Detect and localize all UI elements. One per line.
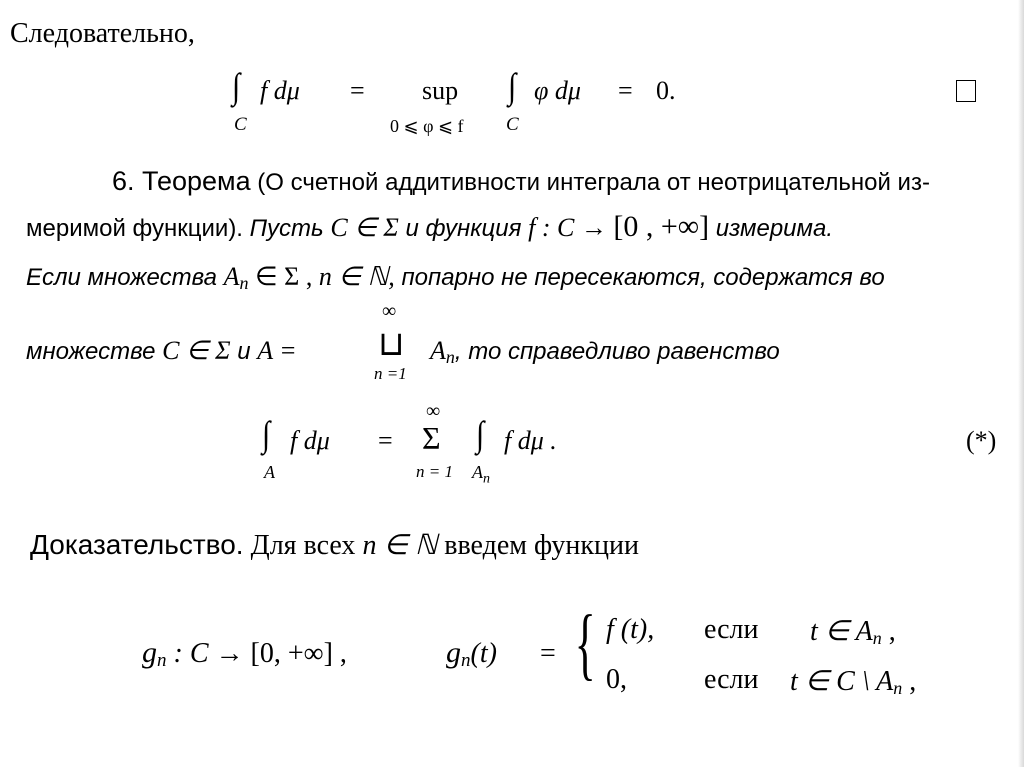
integrand: φ dμ	[534, 76, 581, 105]
theorem-text: и функция	[398, 215, 529, 242]
proof-line	[30, 528, 639, 562]
math-expr: : C →	[166, 638, 251, 669]
case-1-value: f (t),	[606, 614, 655, 645]
union-lower-limit: n =1	[374, 364, 407, 383]
math-interval: [0 , +∞]	[613, 210, 710, 243]
math-expr: A	[430, 336, 446, 365]
proof-text: введем функции	[437, 530, 639, 561]
integrand: f dμ	[260, 76, 300, 105]
proof-title: Доказательство.	[30, 529, 244, 560]
slide-edge-shadow	[1018, 0, 1024, 767]
equals-sign: =	[378, 426, 393, 455]
theorem-line-3	[26, 262, 885, 294]
integral-subscript: C	[234, 114, 247, 135]
integrand: f dμ .	[504, 426, 557, 455]
math-expr: (t)	[470, 638, 497, 669]
disjoint-union-symbol: ⊔	[378, 326, 405, 363]
theorem-text: попарно не пересекаются, содержатся во	[394, 264, 885, 291]
theorem-line-4	[26, 336, 297, 366]
math-expr: A	[223, 262, 240, 291]
g-function	[446, 636, 497, 672]
math-interval: [0, +∞] ,	[250, 638, 347, 669]
integral-sign: ∫	[476, 414, 485, 455]
union-upper-limit: ∞	[382, 300, 397, 322]
math-subscript: n	[445, 347, 455, 368]
theorem-text: , то справедливо равенство	[454, 338, 780, 365]
math-expr: g	[446, 636, 461, 669]
case-1-word: если	[704, 614, 759, 645]
integral-subscript: $A_n$	[472, 462, 490, 487]
integral-subscript: A	[264, 462, 275, 482]
sum-symbol: Σ	[422, 420, 441, 456]
theorem-text: множестве	[26, 338, 163, 365]
math-expr: n ∈ ℕ	[362, 530, 438, 561]
math-expr: A =	[257, 336, 297, 365]
equation-tag: (*)	[966, 426, 997, 455]
math-expr: f : C →	[528, 213, 614, 242]
sum-upper-limit: ∞	[426, 400, 441, 422]
theorem-paren-title-end: меримой функции).	[26, 215, 243, 242]
case-1-condition: t ∈ $A_n$ ,	[810, 616, 896, 649]
proof-text: Для всех	[243, 530, 363, 561]
integral-subscript: C	[506, 114, 519, 135]
case-2-condition: t ∈ C \ $A_n$ ,	[790, 666, 917, 699]
sup-operator: sup	[422, 76, 459, 105]
sup-condition: 0 ⩽ φ ⩽ f	[390, 116, 464, 136]
equals-sign: =	[540, 638, 556, 669]
theorem-line-4-tail	[430, 336, 780, 368]
math-subscript: n	[157, 650, 167, 672]
integrand: f dμ	[290, 426, 330, 455]
equals-sign: =	[618, 76, 633, 105]
case-2-value: 0,	[606, 664, 627, 695]
integral-sign: ∫	[232, 66, 241, 107]
theorem-text: и	[230, 338, 258, 365]
math-subscript: n	[461, 650, 471, 672]
sum-lower-limit: n = 1	[416, 462, 453, 481]
theorem-line-2	[26, 210, 833, 244]
integral-sign: ∫	[508, 66, 517, 107]
theorem-text: Пусть	[242, 215, 331, 242]
math-expr: C ∈ Σ	[162, 336, 231, 365]
theorem-text: Если множества	[26, 264, 224, 291]
intro-word: Следовательно,	[10, 18, 195, 49]
case-2-word: если	[704, 664, 759, 695]
math-expr: n ∈ ℕ,	[318, 262, 395, 291]
theorem-paren-title: (О счетной аддитивности интеграла от неотрицательной из-	[250, 169, 930, 196]
qed-square-icon	[956, 80, 976, 102]
left-brace: {	[574, 600, 596, 688]
result-value: 0.	[656, 76, 676, 105]
math-expr: g	[142, 636, 157, 669]
theorem-title: 6. Теорема	[112, 166, 251, 196]
math-expr: C ∈ Σ	[330, 213, 399, 242]
math-expr: ∈ Σ ,	[248, 262, 319, 291]
integral-sign: ∫	[262, 414, 271, 455]
theorem-line-1	[112, 166, 930, 197]
math-subscript: n	[239, 273, 249, 294]
theorem-text: измерима.	[709, 215, 833, 242]
g-definition	[142, 636, 347, 672]
equals-sign: =	[350, 76, 365, 105]
